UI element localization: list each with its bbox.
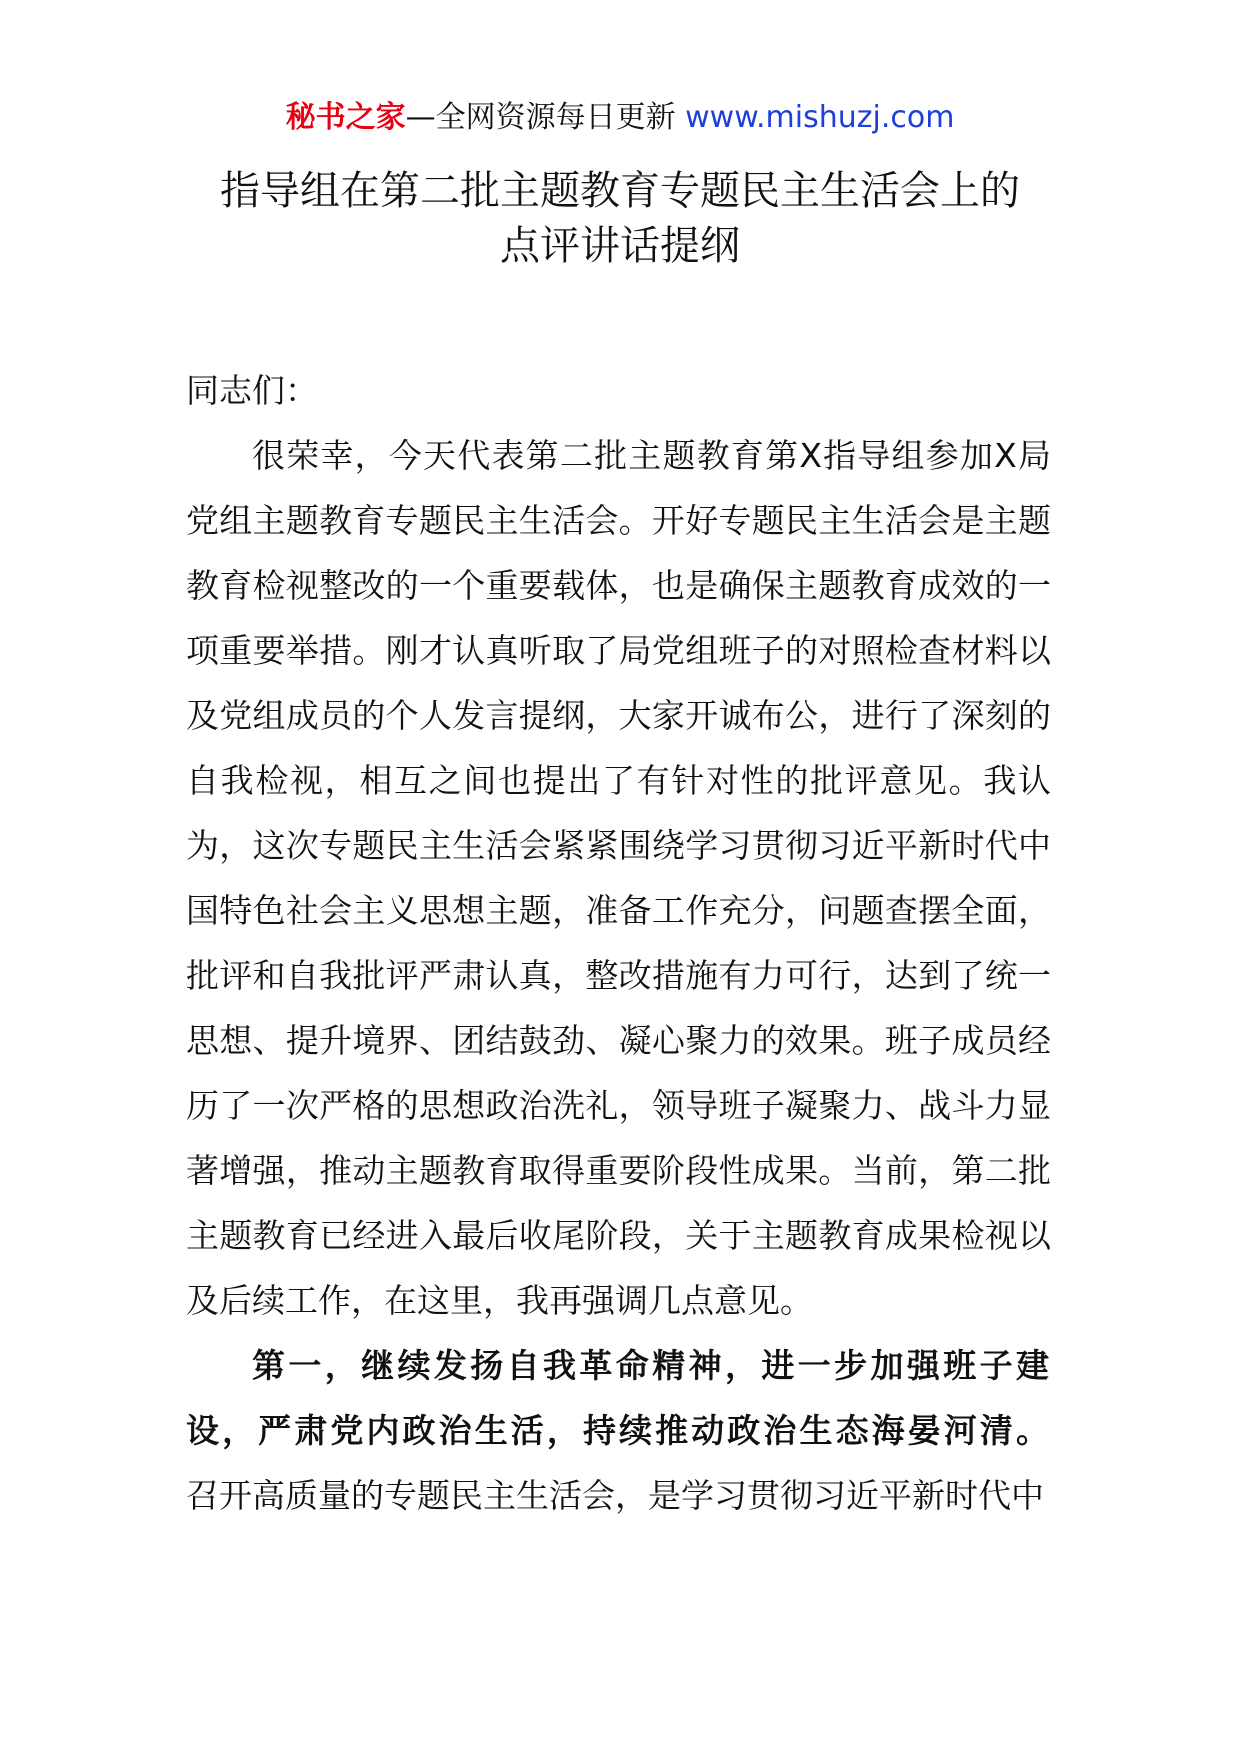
title-line-1: 指导组在第二批主题教育专题民主生活会上的 <box>220 168 1020 214</box>
body-paragraph-2 <box>186 1333 1051 1528</box>
paragraph-2-text: 召开高质量的专题民主生活会，是学习贯彻习近平新时代中 <box>186 1476 1044 1515</box>
title-line-2: 点评讲话提纲 <box>500 223 740 269</box>
document-body <box>186 358 1051 1528</box>
site-tagline: —全网资源每日更新 <box>405 100 686 135</box>
paragraph-2-heading: 第一，继续发扬自我革命精神，进一步加强班子建设，严肃党内政治生活，持续推动政治生态海晏河清。 <box>186 1346 1051 1450</box>
brand-name: 秘书之家 <box>285 100 406 135</box>
site-header <box>0 98 1240 138</box>
body-paragraph-1: 很荣幸，今天代表第二批主题教育第X指导组参加X局党组主题教育专题民主生活会。开好专题民主生活会是主题教育检视整改的一个重要载体，也是确保主题教育成效的一项重要举措。刚才认真听取了局党组班子的对照检查材料以及党组成员的个人发言提纲，大家开诚布公，进行了深刻的自我检视，相互之间也提出了有针对性的批评意见。我认为，这次专题民主生活会紧紧围绕学习贯彻习近平新时代中国特色社会主义思想主题，准备工作充分，问题查摆全面，批评和自我批评严肃认真，整改措施有力可行，达到了统一思想、提升境界、团结鼓劲、凝心聚力的效果。班子成员经历了一次严格的思想政治洗礼，领导班子凝聚力、战斗力显著增强，推动主题教育取得重要阶段性成果。当前，第二批主题教育已经进入最后收尾阶段，关于主题教育成果检视以及后续工作，在这里，我再强调几点意见。 <box>186 436 1051 1320</box>
document-title <box>0 164 1240 274</box>
salutation: 同志们： <box>186 371 318 410</box>
site-url-link[interactable]: www.mishuzj.com <box>685 100 955 135</box>
